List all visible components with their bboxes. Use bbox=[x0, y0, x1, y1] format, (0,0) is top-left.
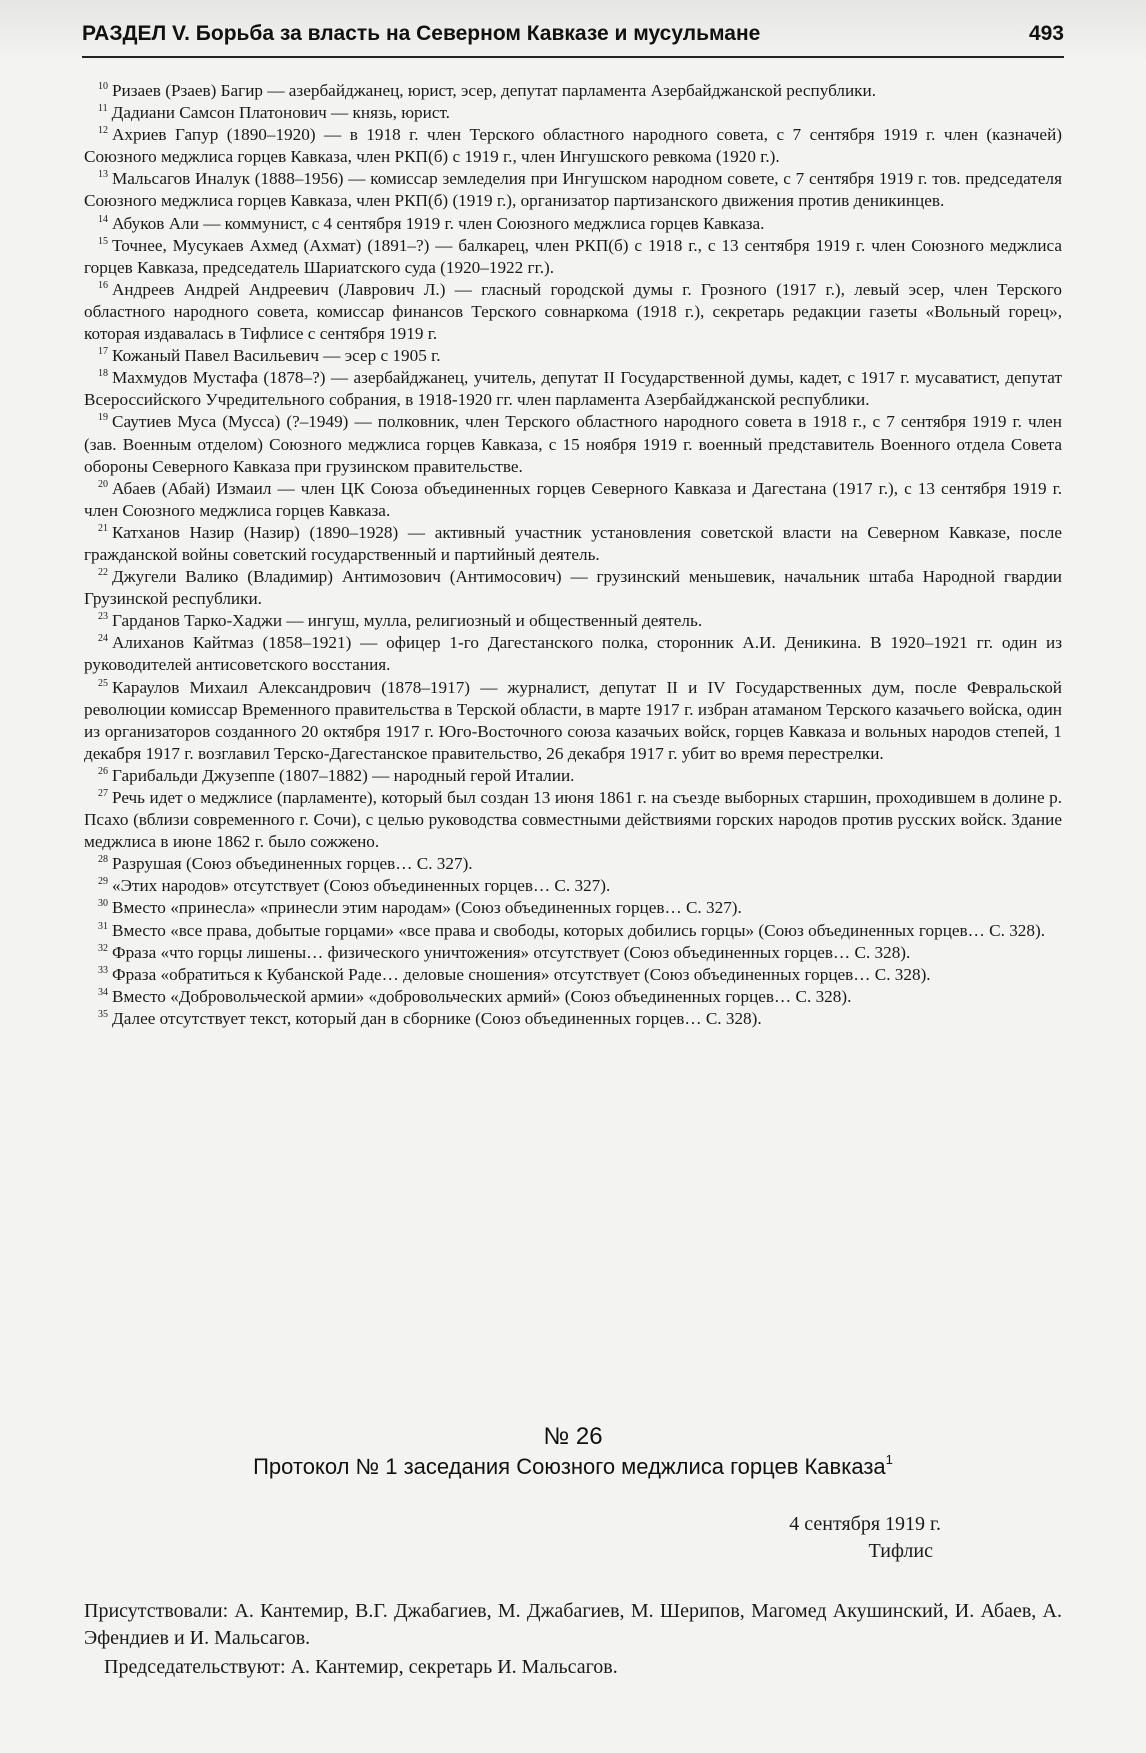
footnote-19 bbox=[84, 411, 1062, 477]
footnote-number: 16 bbox=[98, 279, 108, 291]
footnote-text: Разрушая (Союз объединенных горцев… С. 327). bbox=[112, 854, 473, 874]
footnote-number: 22 bbox=[98, 567, 108, 579]
footnote-text: «Этих народов» отсутствует (Союз объединенных горцев… С. 327). bbox=[112, 876, 611, 896]
footnote-number: 32 bbox=[98, 942, 108, 954]
footnote-number: 25 bbox=[98, 677, 108, 689]
footnote-28 bbox=[84, 853, 1062, 875]
footnote-text: Алиханов Кайтмаз (1858–1921) — офицер 1-го Дагестанского полка, сторонник А.И. Деникина. В 1920–1921 гг. один из руководителей антисоветского восстания. bbox=[84, 633, 1062, 675]
document-title-text: Протокол № 1 заседания Союзного меджлиса горцев Кавказа bbox=[253, 1454, 886, 1479]
footnote-29 bbox=[84, 875, 1062, 897]
footnote-12 bbox=[84, 124, 1062, 168]
footnote-22 bbox=[84, 566, 1062, 610]
footnote-20 bbox=[84, 478, 1062, 522]
footnote-number: 28 bbox=[98, 854, 108, 866]
footnote-text: Фраза «обратиться к Кубанской Раде… деловые сношения» отсутствует (Союз объединенных горцев… С. 328). bbox=[112, 964, 931, 984]
footnote-text: Катханов Назир (Назир) (1890–1928) — активный участник установления советской власти на Северном Кавказе, после гражданской войны советский государственный и партийный деятель. bbox=[84, 522, 1062, 564]
footnote-number: 18 bbox=[98, 368, 108, 380]
footnote-18 bbox=[84, 367, 1062, 411]
footnote-number: 26 bbox=[98, 765, 108, 777]
footnote-text: Точнее, Мусукаев Ахмед (Ахмат) (1891–?) — балкарец, член РКП(б) с 1918 г., с 13 сентября 1919 г. член Союзного меджлиса горцев Кавказа, председатель Шариатского суда (1920–1922 гг.). bbox=[84, 235, 1062, 277]
footnote-text: Вместо «все права, добытые горцами» «все права и свободы, которых добились горцы» (Союз объединенных горцев… С. 328). bbox=[112, 920, 1045, 940]
page-number: 493 bbox=[1028, 22, 1064, 45]
footnote-31 bbox=[84, 920, 1062, 942]
footnote-24 bbox=[84, 632, 1062, 676]
footnotes-block bbox=[84, 80, 1062, 1030]
footnote-33 bbox=[84, 964, 1062, 986]
footnote-text: Фраза «что горцы лишены… физического уничтожения» отсутствует (Союз объединенных горцев… С. 328). bbox=[112, 942, 911, 962]
footnote-text: Махмудов Мустафа (1878–?) — азербайджанец, учитель, депутат II Государственной думы, кадет, с 1917 г. мусаватист, депутат Всероссийского Учредительного собрания, в 1918-1920 гг. член парламента Азербайджанской республики. bbox=[84, 368, 1062, 410]
footnote-text: Мальсагов Иналук (1888–1956) — комиссар земледелия при Ингушском народном совете, с 7 сентября 1919 г. тов. председателя Союзного меджлиса горцев Кавказа, член РКП(б) (1919 г.), организатор партизанского движения против деникинцев. bbox=[84, 169, 1062, 211]
footnote-26 bbox=[84, 765, 1062, 787]
footnote-text: Караулов Михаил Александрович (1878–1917) — журналист, депутат II и IV Государственных дум, после Февральской революции комиссар Временного правительства в Терской области, в марте 1917 г. избран атаманом Терского казачьего войска, один из организаторов созданного 20 октября 1917 г. Юго-Восточного союза казачьих войск, горцев Кавказа и вольных народов степей, 1 декабря 1917 г. возглавил Терско-Дагестанское правительство, 26 декабря 1917 г. убит во время перестрелки. bbox=[84, 677, 1062, 763]
footnote-number: 24 bbox=[98, 633, 108, 645]
footnote-number: 19 bbox=[98, 412, 108, 424]
document-title-note-ref: 1 bbox=[885, 1452, 893, 1467]
footnote-text: Ризаев (Рзаев) Багир — азербайджанец, юрист, эсер, депутат парламента Азербайджанской республики. bbox=[112, 81, 877, 100]
attendees-paragraph: Присутствовали: А. Кантемир, В.Г. Джабагиев, М. Джабагиев, М. Шерипов, Магомед Акушинский, И. Абаев, А. Эфендиев и И. Мальсагов. bbox=[84, 1600, 1062, 1649]
footnote-text: Ахриев Гапур (1890–1920) — в 1918 г. член Терского областного народного совета, с 7 сентября 1919 г. член (казначей) Союзного меджлиса горцев Кавказа, член РКП(б) с 1919 г., член Ингушского ревкома (1920 г.). bbox=[84, 125, 1062, 167]
footnote-text: Абаев (Абай) Измаил — член ЦК Союза объединенных горцев Северного Кавказа и Дагестана (1917 г.), с 13 сентября 1919 г. член Союзного меджлиса горцев Кавказа. bbox=[84, 478, 1062, 520]
footnote-35 bbox=[84, 1008, 1062, 1030]
footnote-number: 10 bbox=[98, 81, 108, 92]
footnote-10 bbox=[84, 80, 1062, 102]
footnote-number: 33 bbox=[98, 964, 108, 976]
footnote-text: Андреев Андрей Андреевич (Лаврович Л.) — гласный городской думы г. Грозного (1917 г.), левый эсер, член Терского областного народного совета, комиссар финансов Терского совнаркома (1918 г.), секретарь редакции газеты «Вольный горец», которая издавалась в Тифлисе с сентября 1919 г. bbox=[84, 279, 1062, 344]
footnote-17 bbox=[84, 345, 1062, 367]
document-place: Тифлис bbox=[868, 1540, 933, 1562]
header-rule bbox=[82, 56, 1064, 58]
footnote-32 bbox=[84, 942, 1062, 964]
footnote-number: 15 bbox=[98, 235, 108, 247]
footnote-25 bbox=[84, 677, 1062, 765]
footnote-21 bbox=[84, 522, 1062, 566]
footnote-text: Кожаный Павел Васильевич — эсер с 1905 г. bbox=[112, 346, 441, 366]
footnote-number: 23 bbox=[98, 611, 108, 623]
footnote-number: 11 bbox=[98, 103, 108, 115]
footnote-16 bbox=[84, 279, 1062, 345]
chair-paragraph: Председательствуют: А. Кантемир, секретарь И. Мальсагов. bbox=[104, 1656, 618, 1678]
footnote-number: 20 bbox=[98, 478, 108, 490]
footnote-text: Абуков Али — коммунист, с 4 сентября 1919 г. член Союзного меджлиса горцев Кавказа. bbox=[112, 213, 765, 233]
footnote-30 bbox=[84, 897, 1062, 919]
footnote-27 bbox=[84, 787, 1062, 853]
footnote-number: 27 bbox=[98, 788, 108, 799]
footnote-number: 17 bbox=[98, 346, 108, 358]
running-header bbox=[82, 22, 1064, 46]
footnote-text: Гарибальди Джузеппе (1807–1882) — народный герой Италии. bbox=[112, 765, 575, 785]
document-date: 4 сентября 1919 г. bbox=[789, 1513, 941, 1535]
footnote-number: 21 bbox=[98, 522, 108, 534]
footnote-number: 35 bbox=[98, 1008, 108, 1020]
footnote-text: Вместо «Добровольческой армии» «добровольческих армий» (Союз объединенных горцев… С. 328). bbox=[112, 986, 852, 1006]
document-title bbox=[0, 1454, 1146, 1480]
footnote-15 bbox=[84, 235, 1062, 279]
footnote-text: Вместо «принесла» «принесли этим народам» (Союз объединенных горцев… С. 327). bbox=[112, 898, 742, 918]
footnote-text: Саутиев Муса (Мусса) (?–1949) — полковник, член Терского областного народного совета в 1918 г., с 7 сентября 1919 г. член (зав. Военным отделом) Союзного меджлиса горцев Кавказа, с 15 ноября 1919 г. военный представитель Военного отдела Совета обороны Северного Кавказа при грузинском правительстве. bbox=[84, 412, 1062, 476]
footnote-text: Далее отсутствует текст, который дан в сборнике (Союз объединенных горцев… С. 328). bbox=[112, 1008, 762, 1028]
footnote-number: 34 bbox=[98, 986, 108, 998]
footnote-13 bbox=[84, 168, 1062, 212]
footnote-text: Джугели Валико (Владимир) Антимозович (Антимосович) — грузинский меньшевик, начальник штаба Народной гвардии Грузинской республики. bbox=[84, 567, 1062, 609]
footnote-14 bbox=[84, 213, 1062, 235]
section-title: РАЗДЕЛ V. Борьба за власть на Северном Кавказе и мусульмане bbox=[82, 22, 761, 45]
footnote-34 bbox=[84, 986, 1062, 1008]
footnote-number: 14 bbox=[98, 213, 108, 225]
footnote-number: 31 bbox=[98, 920, 108, 932]
footnote-number: 30 bbox=[98, 898, 108, 910]
footnote-11 bbox=[84, 102, 1062, 124]
footnote-number: 12 bbox=[98, 125, 108, 137]
document-number: № 26 bbox=[543, 1423, 603, 1450]
footnote-23 bbox=[84, 610, 1062, 632]
footnote-text: Речь идет о меджлисе (парламенте), который был создан 13 июня 1861 г. на съезде выборных старшин, проходившем в долине р. Псахо (вблизи современного г. Сочи), с целью руководства совместными действиями горских народов против русских войск. Здание меджлиса в июне 1862 г. было сожжено. bbox=[84, 788, 1062, 852]
footnote-text: Гарданов Тарко-Хаджи — ингуш, мулла, религиозный и общественный деятель. bbox=[112, 611, 703, 631]
footnote-number: 13 bbox=[98, 169, 108, 181]
footnote-text: Дадиани Самсон Платонович — князь, юрист. bbox=[111, 103, 450, 123]
footnote-number: 29 bbox=[98, 876, 108, 888]
